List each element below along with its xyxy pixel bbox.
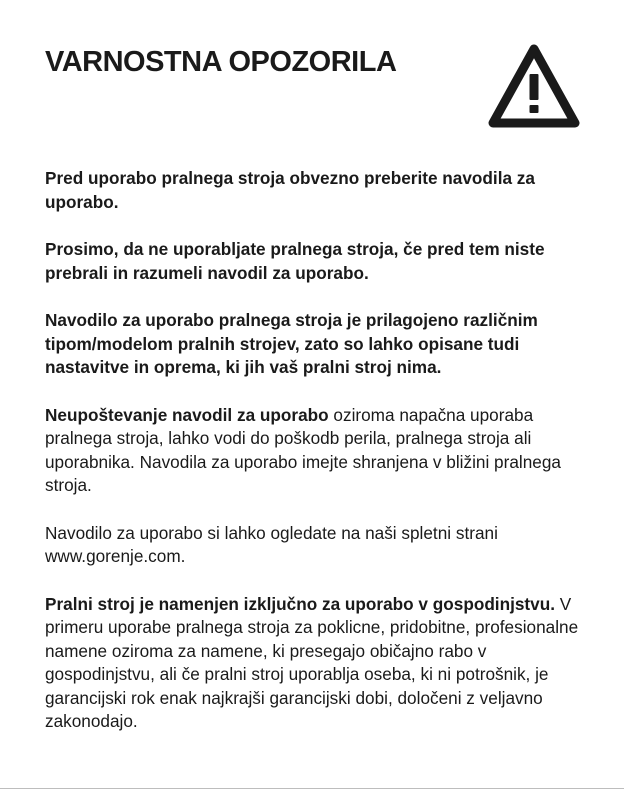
paragraph-misuse-warning xyxy=(45,404,590,498)
warning-triangle-icon xyxy=(486,40,582,134)
paragraph-misuse-body: oziroma napačna uporaba pralnega stroja, lahko vodi do poškodb perila, pralnega stroja ali uporabnika. Navodila za uporabo imejte shranjena v bližini pralnega stroja. xyxy=(45,404,561,495)
safety-content xyxy=(45,167,590,758)
bottom-divider xyxy=(0,788,624,789)
paragraph-household-lead: Pralni stroj je namenjen izključno za uporabo v gospodinjstvu. xyxy=(45,593,555,614)
paragraph-read-instructions: Pred uporabo pralnega stroja obvezno preberite navodila za uporabo. xyxy=(45,168,535,212)
paragraph-household-body: V primeru uporabe pralnega stroja za poklicne, pridobitne, profesionalne namene oziroma za namene, ki presegajo običajno rabo v gospodinjstvu, ali če pralni stroj uporablja oseba, ki ni potrošnik, je garancijski rok enak najkrajši garancijski dobi, določeni z veljavno zakonodajo. xyxy=(45,593,579,731)
paragraph-do-not-use: Prosimo, da ne uporabljate pralnega stroja, če pred tem niste prebrali in razumeli navodil za uporabo. xyxy=(45,239,545,283)
paragraph-misuse-lead: Neupoštevanje navodil za uporabo xyxy=(45,404,329,425)
page-title: VARNOSTNA OPOZORILA xyxy=(45,46,397,78)
paragraph-models-note: Navodilo za uporabo pralnega stroja je prilagojeno različnim tipom/modelom pralnih strojev, zato so lahko opisane tudi nastavitve in oprema, ki jih vaš pralni stroj nima. xyxy=(45,310,538,377)
paragraph-website-note: Navodilo za uporabo si lahko ogledate na naši spletni strani www.gorenje.com. xyxy=(45,522,498,566)
paragraph-household-use xyxy=(45,593,590,734)
